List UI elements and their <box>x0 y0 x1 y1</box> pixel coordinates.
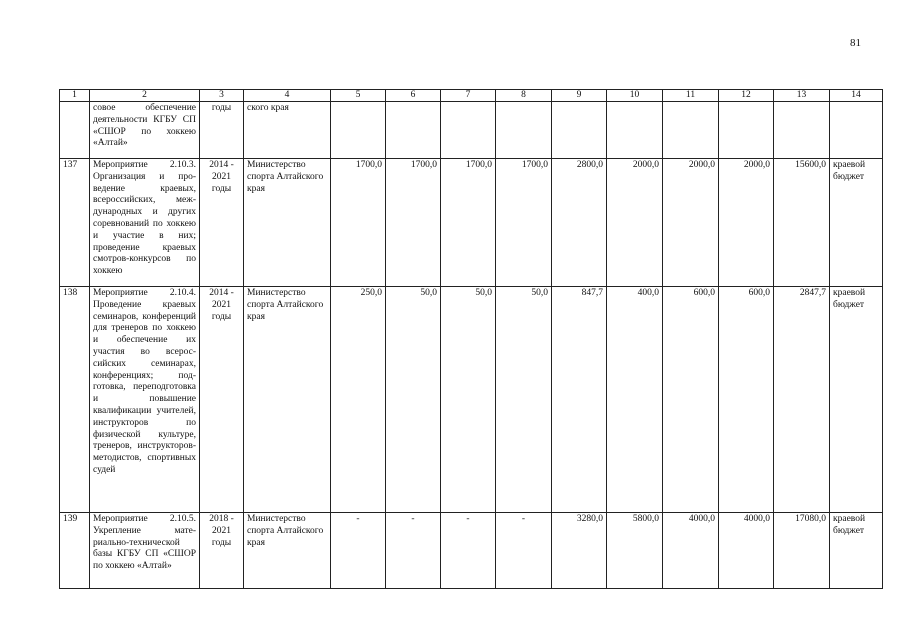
header-cell: 6 <box>386 90 441 102</box>
budget-table <box>59 89 883 589</box>
period: 2014 - 2021 годы <box>200 287 244 513</box>
executor: Министерство спорта Алтайского края <box>244 287 331 513</box>
funding-source: краевой бюджет <box>830 287 883 513</box>
event-description: Мероприятие 2.10.5. Укрепление материально-технической базы КГБУ СП «СШОР по хоккею «Алтай» <box>90 513 200 589</box>
value-cell: - <box>441 513 496 589</box>
executor: ского края <box>244 102 331 159</box>
period: годы <box>200 102 244 159</box>
header-cell: 13 <box>774 90 830 102</box>
value-cell: 5800,0 <box>607 513 663 589</box>
funding-source: краевой бюджет <box>830 159 883 287</box>
value-cell: 15600,0 <box>774 159 830 287</box>
value-cell: 600,0 <box>663 287 719 513</box>
executor: Министерство спорта Алтайского края <box>244 159 331 287</box>
value-cell: 50,0 <box>386 287 441 513</box>
value-cell: 4000,0 <box>719 513 774 589</box>
value-cell <box>663 102 719 159</box>
value-cell <box>331 102 386 159</box>
value-cell <box>496 102 552 159</box>
value-cell <box>719 102 774 159</box>
header-cell: 9 <box>552 90 607 102</box>
value-cell: 847,7 <box>552 287 607 513</box>
executor: Министерство спорта Алтайского края <box>244 513 331 589</box>
header-cell: 12 <box>719 90 774 102</box>
row-number: 138 <box>60 287 90 513</box>
value-cell: 1700,0 <box>441 159 496 287</box>
value-cell <box>607 102 663 159</box>
value-cell: 50,0 <box>441 287 496 513</box>
value-cell: 2000,0 <box>719 159 774 287</box>
funding-source: краевой бюджет <box>830 513 883 589</box>
header-cell: 4 <box>244 90 331 102</box>
event-description: Мероприятие 2.10.4. Проведение краевых семинаров, конференций для тренеров по хоккею и обеспечение их участия во всероссийских семинарах, конференциях; подготовка, переподготовка и повышение квалификации учителей, инструкторов по физической культуре, тренеров, инструкторов-методистов, спортивных судей <box>90 287 200 513</box>
funding-source <box>830 102 883 159</box>
value-cell <box>774 102 830 159</box>
value-cell: 250,0 <box>331 287 386 513</box>
event-description: Мероприятие 2.10.3. Организация и проведение краевых, всероссийских, международных и других соревнований по хоккею и участие в них; проведение краевых смотров-конкурсов по хоккею <box>90 159 200 287</box>
header-cell: 5 <box>331 90 386 102</box>
value-cell: 2847,7 <box>774 287 830 513</box>
value-cell: 600,0 <box>719 287 774 513</box>
period: 2014 - 2021 годы <box>200 159 244 287</box>
event-description: совое обеспечение деятельности КГБУ СП «СШОР по хоккею «Алтай» <box>90 102 200 159</box>
header-cell: 14 <box>830 90 883 102</box>
value-cell: 17080,0 <box>774 513 830 589</box>
value-cell <box>552 102 607 159</box>
header-cell: 7 <box>441 90 496 102</box>
header-cell: 11 <box>663 90 719 102</box>
value-cell: 2000,0 <box>663 159 719 287</box>
value-cell: 3280,0 <box>552 513 607 589</box>
value-cell: 400,0 <box>607 287 663 513</box>
value-cell: 1700,0 <box>496 159 552 287</box>
row-number <box>60 102 90 159</box>
value-cell <box>441 102 496 159</box>
table-row <box>60 102 883 159</box>
header-cell: 8 <box>496 90 552 102</box>
value-cell: 1700,0 <box>331 159 386 287</box>
value-cell: 4000,0 <box>663 513 719 589</box>
value-cell: - <box>496 513 552 589</box>
header-cell: 3 <box>200 90 244 102</box>
value-cell: 1700,0 <box>386 159 441 287</box>
header-cell: 2 <box>90 90 200 102</box>
value-cell: - <box>386 513 441 589</box>
row-number: 137 <box>60 159 90 287</box>
header-cell: 1 <box>60 90 90 102</box>
value-cell <box>386 102 441 159</box>
row-number: 139 <box>60 513 90 589</box>
header-cell: 10 <box>607 90 663 102</box>
value-cell: 2800,0 <box>552 159 607 287</box>
header-row <box>60 90 883 102</box>
period: 2018 - 2021 годы <box>200 513 244 589</box>
table-row <box>60 513 883 589</box>
value-cell: 50,0 <box>496 287 552 513</box>
table-row <box>60 287 883 513</box>
table-row <box>60 159 883 287</box>
value-cell: - <box>331 513 386 589</box>
page-number: 81 <box>850 37 861 49</box>
value-cell: 2000,0 <box>607 159 663 287</box>
